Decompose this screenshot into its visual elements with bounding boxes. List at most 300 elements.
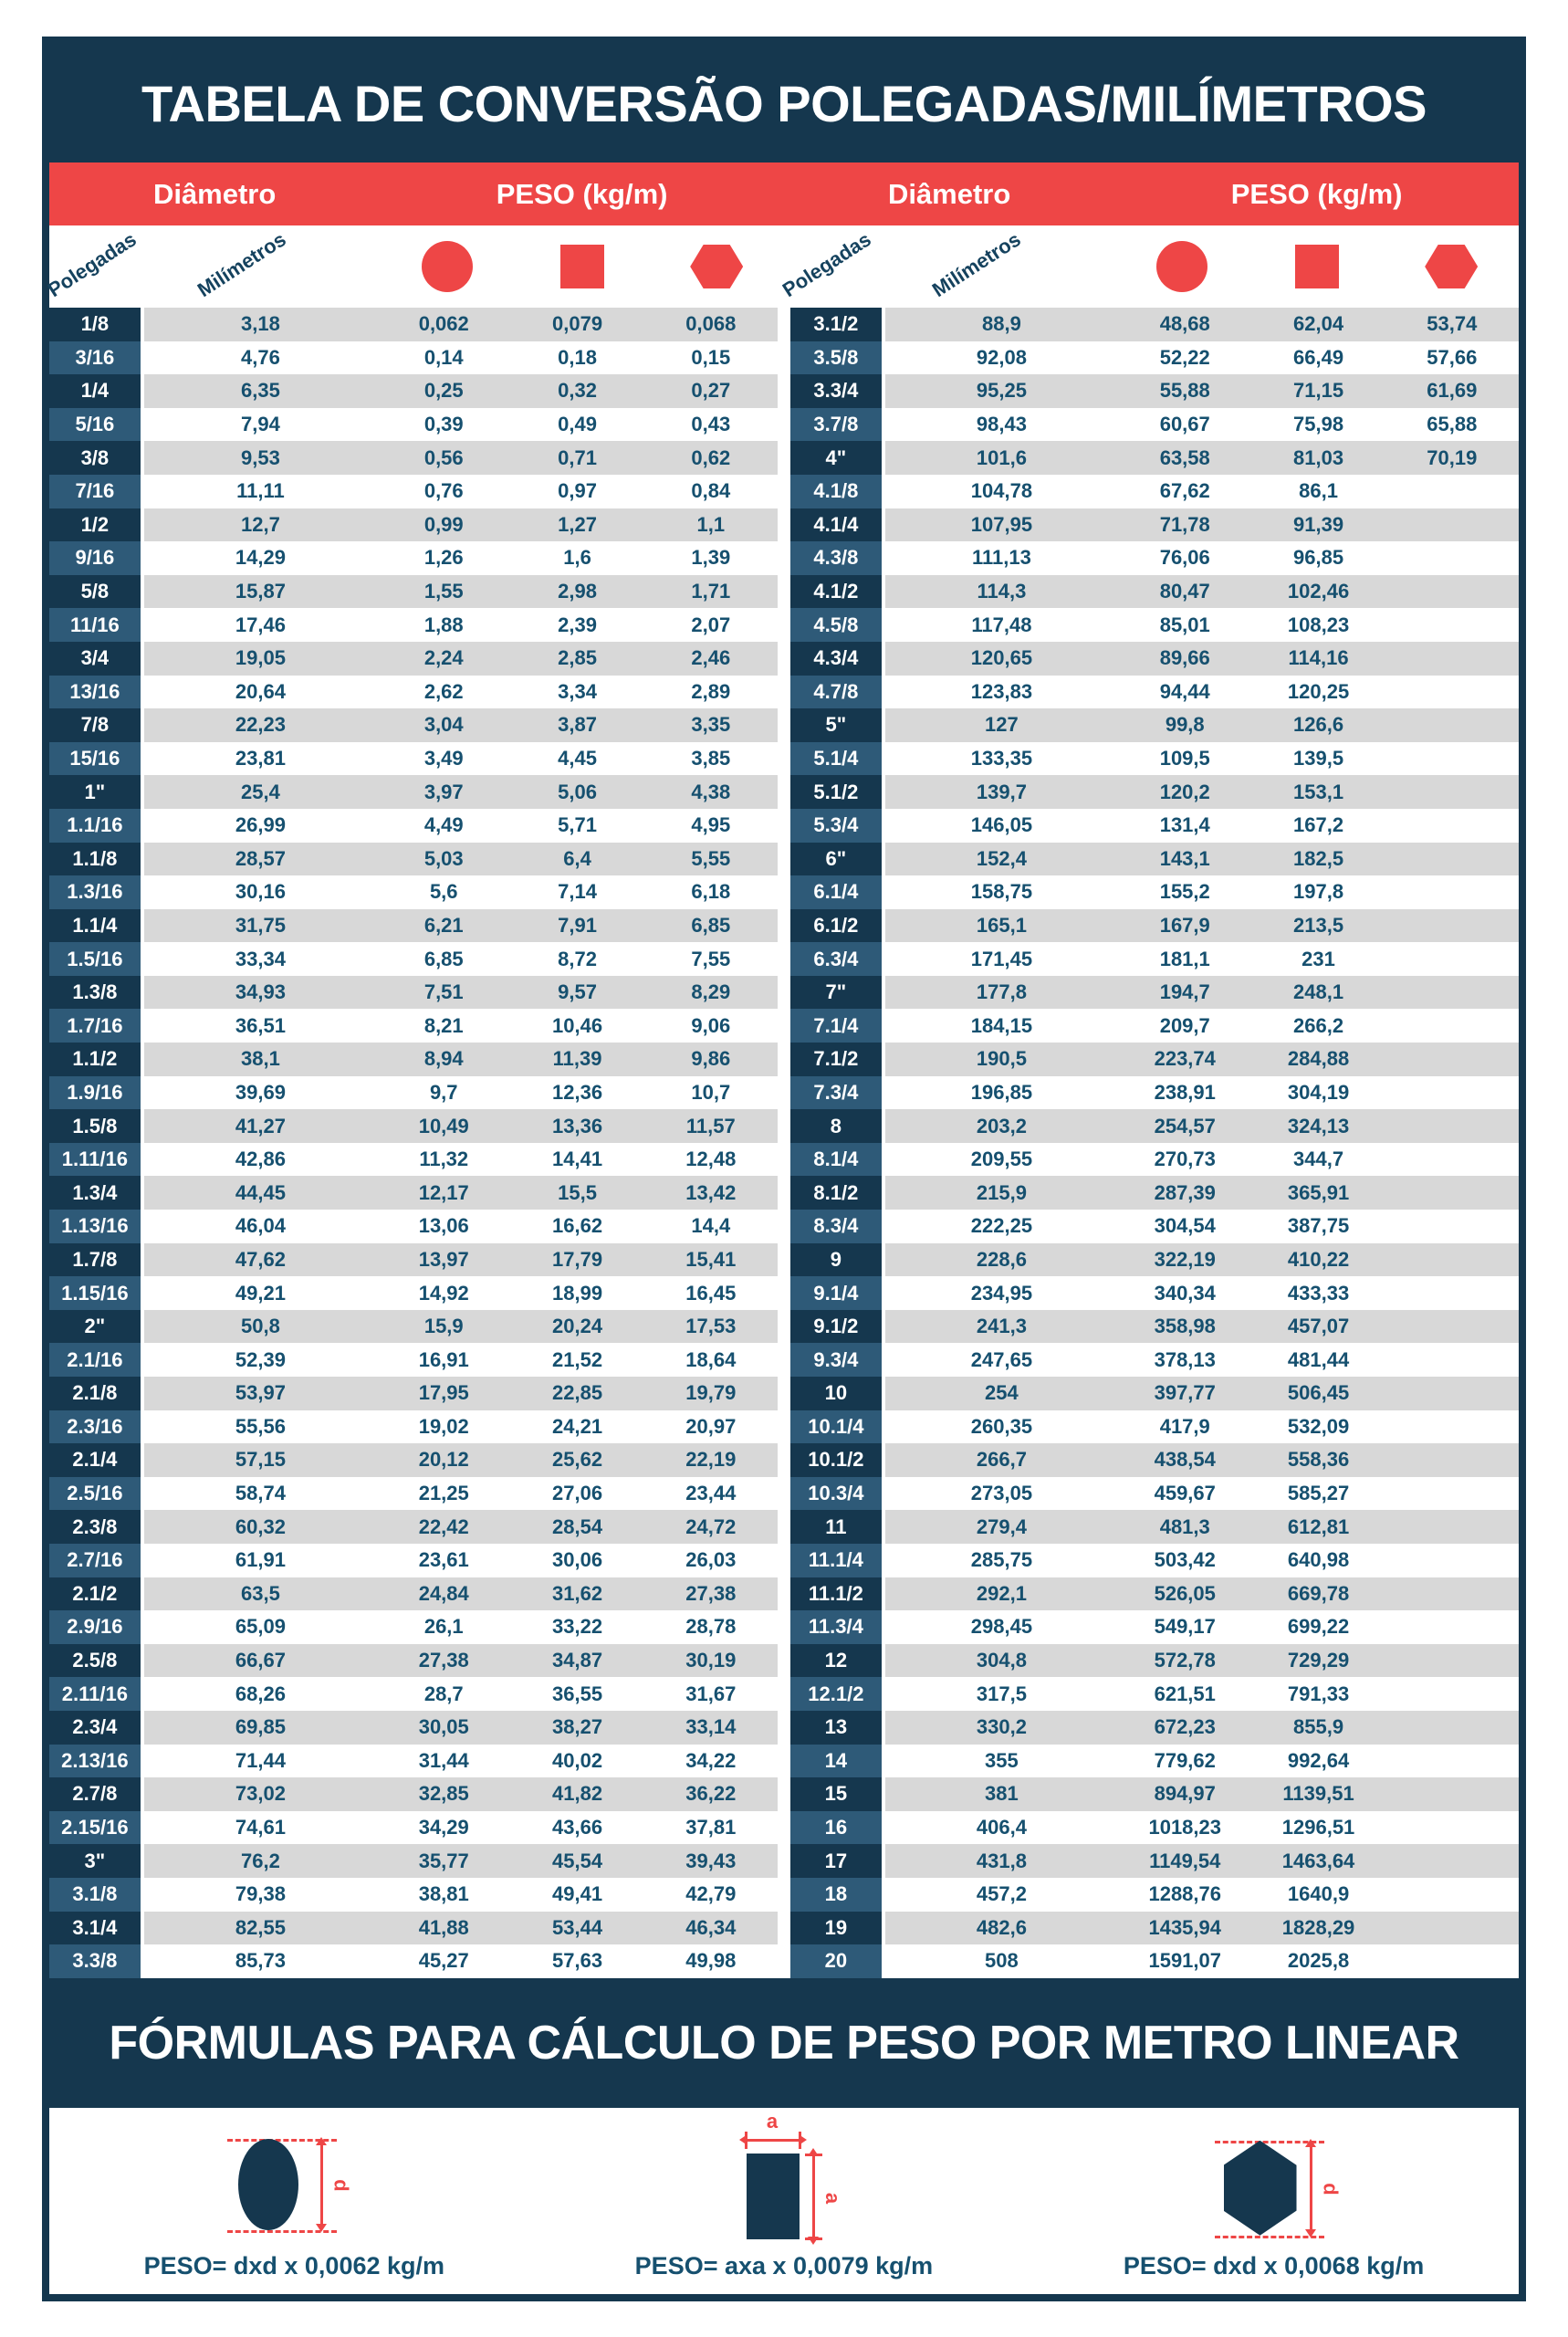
millimeters-cell: 85,73 [144, 1944, 377, 1978]
square-weight-cell: 3,87 [510, 708, 643, 742]
inches-cell: 2.7/8 [49, 1777, 144, 1811]
hexagon-weight-cell [1385, 1243, 1519, 1277]
square-weight-cell: 6,4 [510, 843, 643, 876]
round-weight-cell: 26,1 [377, 1610, 510, 1644]
table-row [49, 1745, 778, 1778]
table-row [49, 708, 778, 742]
inches-cell: 8 [790, 1109, 885, 1143]
square-weight-cell: 729,29 [1251, 1644, 1385, 1678]
hexagon-weight-cell [1385, 1745, 1519, 1778]
inches-cell: 1.1/4 [49, 909, 144, 943]
square-weight-cell: 2,39 [510, 608, 643, 642]
square-weight-cell: 81,03 [1251, 441, 1385, 475]
square-weight-cell: 21,52 [510, 1343, 643, 1377]
formula-round-bar [49, 2108, 539, 2294]
table-row [790, 1176, 1519, 1210]
millimeters-cell: 247,65 [885, 1343, 1118, 1377]
table-row [790, 1544, 1519, 1577]
square-weight-cell: 49,41 [510, 1878, 643, 1912]
hexagon-weight-cell: 20,97 [644, 1410, 778, 1444]
hexagon-weight-cell [1385, 1610, 1519, 1644]
round-weight-cell: 94,44 [1118, 676, 1251, 709]
hexagon-weight-cell [1385, 1043, 1519, 1076]
inches-cell: 1/2 [49, 508, 144, 542]
square-weight-cell: 75,98 [1251, 408, 1385, 442]
millimeters-cell: 215,9 [885, 1176, 1118, 1210]
table-row [49, 1109, 778, 1143]
millimeters-cell: 52,39 [144, 1343, 377, 1377]
round-weight-cell: 1149,54 [1118, 1844, 1251, 1878]
round-weight-cell: 0,14 [377, 341, 510, 375]
square-weight-cell: 1640,9 [1251, 1878, 1385, 1912]
hexagon-weight-cell [1385, 575, 1519, 609]
round-weight-cell: 0,25 [377, 374, 510, 408]
weight-header-left: PESO (kg/m) [496, 177, 668, 210]
round-weight-cell: 6,85 [377, 942, 510, 976]
title-band [49, 44, 1519, 162]
hexagon-weight-cell: 4,95 [644, 809, 778, 843]
hexagon-weight-cell: 0,43 [644, 408, 778, 442]
table-row [790, 1310, 1519, 1344]
round-weight-cell: 1591,07 [1118, 1944, 1251, 1978]
table-row [790, 1844, 1519, 1878]
hexagon-weight-cell: 53,74 [1385, 308, 1519, 341]
hexagon-weight-cell: 42,79 [644, 1878, 778, 1912]
millimeters-cell: 9,53 [144, 441, 377, 475]
table-row [49, 1243, 778, 1277]
inches-cell: 3/4 [49, 642, 144, 676]
millimeters-cell: 139,7 [885, 775, 1118, 809]
square-weight-cell: 16,62 [510, 1210, 643, 1243]
inches-cell: 3.5/8 [790, 341, 885, 375]
round-bar-icon [422, 241, 473, 292]
table-row [49, 1844, 778, 1878]
hexagon-weight-cell: 1,39 [644, 541, 778, 575]
inches-cell: 2.1/16 [49, 1343, 144, 1377]
table-row [790, 1912, 1519, 1945]
table-row [790, 1410, 1519, 1444]
inches-cell: 3.1/4 [49, 1912, 144, 1945]
hexagon-weight-cell: 33,14 [644, 1711, 778, 1745]
inches-cell: 9.1/2 [790, 1310, 885, 1344]
round-weight-cell: 0,39 [377, 408, 510, 442]
diameter-arrow [320, 2144, 323, 2225]
millimeters-cell: 304,8 [885, 1644, 1118, 1678]
inches-cell: 2.15/16 [49, 1811, 144, 1845]
inches-column-label: Polegadas [778, 227, 875, 302]
millimeters-cell: 196,85 [885, 1076, 1118, 1110]
inches-cell: 3/16 [49, 341, 144, 375]
inches-cell: 1.3/4 [49, 1176, 144, 1210]
hexagon-weight-cell: 57,66 [1385, 341, 1519, 375]
table-row [49, 1610, 778, 1644]
hexagon-weight-cell: 1,71 [644, 575, 778, 609]
millimeters-cell: 25,4 [144, 775, 377, 809]
inches-cell: 4.7/8 [790, 676, 885, 709]
millimeters-cell: 69,85 [144, 1711, 377, 1745]
square-weight-cell: 1,6 [510, 541, 643, 575]
table-row [790, 1477, 1519, 1511]
inches-cell: 5.3/4 [790, 809, 885, 843]
inches-cell: 1.7/8 [49, 1243, 144, 1277]
round-weight-cell: 71,78 [1118, 508, 1251, 542]
table-row [790, 1777, 1519, 1811]
inches-cell: 6" [790, 843, 885, 876]
inches-cell: 7/16 [49, 475, 144, 508]
square-weight-cell: 40,02 [510, 1745, 643, 1778]
square-weight-cell: 34,87 [510, 1644, 643, 1678]
square-weight-cell: 481,44 [1251, 1343, 1385, 1377]
millimeters-cell: 171,45 [885, 942, 1118, 976]
hexagon-weight-cell [1385, 1109, 1519, 1143]
hexagon-weight-cell: 18,64 [644, 1343, 778, 1377]
round-weight-cell: 3,49 [377, 742, 510, 776]
square-weight-cell: 126,6 [1251, 708, 1385, 742]
table-row [790, 909, 1519, 943]
millimeters-cell: 60,32 [144, 1510, 377, 1544]
square-weight-cell: 182,5 [1251, 843, 1385, 876]
millimeters-cell: 107,95 [885, 508, 1118, 542]
hexagon-weight-cell [1385, 1443, 1519, 1477]
round-weight-cell: 9,7 [377, 1076, 510, 1110]
hexagon-weight-cell: 34,22 [644, 1745, 778, 1778]
millimeters-cell: 55,56 [144, 1410, 377, 1444]
square-weight-cell: 8,72 [510, 942, 643, 976]
hexagon-weight-cell [1385, 1176, 1519, 1210]
inches-cell: 1/4 [49, 374, 144, 408]
round-weight-cell: 526,05 [1118, 1577, 1251, 1611]
hexagon-weight-cell [1385, 1912, 1519, 1945]
millimeters-cell: 298,45 [885, 1610, 1118, 1644]
square-weight-cell: 53,44 [510, 1912, 643, 1945]
inches-cell: 15/16 [49, 742, 144, 776]
inches-cell: 2.7/16 [49, 1544, 144, 1577]
millimeters-cell: 74,61 [144, 1811, 377, 1845]
round-weight-cell: 21,25 [377, 1477, 510, 1511]
square-weight-cell: 86,1 [1251, 475, 1385, 508]
millimeters-cell: 457,2 [885, 1878, 1118, 1912]
round-weight-cell: 11,32 [377, 1143, 510, 1177]
hexagon-weight-cell [1385, 1477, 1519, 1511]
millimeters-column-label: Milímetros [193, 227, 290, 302]
table-row [49, 1377, 778, 1410]
millimeters-cell: 53,97 [144, 1377, 377, 1410]
square-shape-icon [747, 2154, 800, 2239]
square-weight-cell: 62,04 [1251, 308, 1385, 341]
table-row [49, 1210, 778, 1243]
square-bar-icon [560, 245, 604, 288]
diameter-dim-label: d [330, 2178, 354, 2192]
millimeters-cell: 98,43 [885, 408, 1118, 442]
inches-cell: 8.3/4 [790, 1210, 885, 1243]
hexagon-bar-formula: PESO= dxd x 0,0068 kg/m [1123, 2251, 1425, 2279]
inches-cell: 2.3/16 [49, 1410, 144, 1444]
millimeters-cell: 31,75 [144, 909, 377, 943]
hexagon-weight-cell: 24,72 [644, 1510, 778, 1544]
round-weight-cell: 238,91 [1118, 1076, 1251, 1110]
round-weight-cell: 1288,76 [1118, 1878, 1251, 1912]
millimeters-cell: 209,55 [885, 1143, 1118, 1177]
table-row [790, 1878, 1519, 1912]
millimeters-cell: 508 [885, 1944, 1118, 1978]
round-weight-cell: 340,34 [1118, 1276, 1251, 1310]
millimeters-cell: 6,35 [144, 374, 377, 408]
millimeters-cell: 49,21 [144, 1276, 377, 1310]
header-right-half [784, 162, 1519, 225]
hexagon-weight-cell: 30,19 [644, 1644, 778, 1678]
millimeters-cell: 20,64 [144, 676, 377, 709]
hexagon-weight-cell: 9,86 [644, 1043, 778, 1076]
hexagon-weight-cell [1385, 1711, 1519, 1745]
millimeters-cell: 120,65 [885, 642, 1118, 676]
hexagon-weight-cell [1385, 1310, 1519, 1344]
millimeters-cell: 68,26 [144, 1677, 377, 1711]
round-weight-cell: 76,06 [1118, 541, 1251, 575]
table-row [49, 976, 778, 1010]
table-row [790, 475, 1519, 508]
table-row [49, 1544, 778, 1577]
side-dim-label-top: a [766, 2109, 779, 2133]
round-weight-cell: 672,23 [1118, 1711, 1251, 1745]
inches-cell: 7/8 [49, 708, 144, 742]
inches-cell: 3/8 [49, 441, 144, 475]
inches-cell: 2.1/2 [49, 1577, 144, 1611]
inches-cell: 2.3/8 [49, 1510, 144, 1544]
diameter-header-right: Diâmetro [887, 177, 1011, 210]
inches-column-label: Polegadas [43, 227, 141, 302]
table-row [49, 1410, 778, 1444]
inches-cell: 5" [790, 708, 885, 742]
square-weight-cell: 45,54 [510, 1844, 643, 1878]
millimeters-cell: 38,1 [144, 1043, 377, 1076]
millimeters-cell: 279,4 [885, 1510, 1118, 1544]
table-row [790, 1276, 1519, 1310]
inches-cell: 17 [790, 1844, 885, 1878]
round-weight-cell: 131,4 [1118, 809, 1251, 843]
inches-cell: 1.9/16 [49, 1076, 144, 1110]
dimension-tick [799, 2132, 801, 2149]
round-weight-cell: 99,8 [1118, 708, 1251, 742]
square-weight-cell: 15,5 [510, 1176, 643, 1210]
round-weight-cell: 481,3 [1118, 1510, 1251, 1544]
square-weight-cell: 387,75 [1251, 1210, 1385, 1243]
table-row [790, 1677, 1519, 1711]
dimension-tick [745, 2132, 747, 2149]
round-weight-cell: 1,26 [377, 541, 510, 575]
round-weight-cell: 14,92 [377, 1276, 510, 1310]
formulas-section [49, 2108, 1519, 2294]
table-row [49, 809, 778, 843]
side-dim-label-right: a [821, 2192, 845, 2204]
round-weight-cell: 89,66 [1118, 642, 1251, 676]
millimeters-cell: 101,6 [885, 441, 1118, 475]
square-weight-cell: 992,64 [1251, 1745, 1385, 1778]
inches-cell: 12.1/2 [790, 1677, 885, 1711]
hexagon-weight-cell: 19,79 [644, 1377, 778, 1410]
hexagon-weight-cell [1385, 976, 1519, 1010]
square-weight-cell: 36,55 [510, 1677, 643, 1711]
square-weight-cell: 10,46 [510, 1009, 643, 1043]
round-weight-cell: 80,47 [1118, 575, 1251, 609]
round-weight-cell: 10,49 [377, 1109, 510, 1143]
hexagon-weight-cell: 70,19 [1385, 441, 1519, 475]
round-weight-cell: 3,97 [377, 775, 510, 809]
round-weight-cell: 3,04 [377, 708, 510, 742]
table-row [49, 676, 778, 709]
round-weight-cell: 0,062 [377, 308, 510, 341]
round-bar-icon [1156, 241, 1207, 292]
table-row [49, 1577, 778, 1611]
table-row [790, 1377, 1519, 1410]
square-weight-cell: 213,5 [1251, 909, 1385, 943]
hexagon-weight-cell: 4,38 [644, 775, 778, 809]
table-row [49, 1143, 778, 1177]
inches-cell: 2.9/16 [49, 1610, 144, 1644]
millimeters-cell: 34,93 [144, 976, 377, 1010]
inches-cell: 7.3/4 [790, 1076, 885, 1110]
square-weight-cell: 9,57 [510, 976, 643, 1010]
square-weight-cell: 102,46 [1251, 575, 1385, 609]
millimeters-cell: 222,25 [885, 1210, 1118, 1243]
square-weight-cell: 2,85 [510, 642, 643, 676]
inches-cell: 9/16 [49, 541, 144, 575]
dimension-tick [805, 2237, 822, 2240]
table-row [790, 1109, 1519, 1143]
table-row [49, 642, 778, 676]
table-row [49, 1878, 778, 1912]
inches-cell: 4.5/8 [790, 608, 885, 642]
inches-cell: 6.1/2 [790, 909, 885, 943]
table-row [790, 1210, 1519, 1243]
square-weight-cell: 18,99 [510, 1276, 643, 1310]
column-header-row [43, 225, 1519, 308]
round-weight-cell: 27,38 [377, 1644, 510, 1678]
hexagon-weight-cell: 46,34 [644, 1912, 778, 1945]
inches-cell: 6.1/4 [790, 875, 885, 909]
square-weight-cell: 344,7 [1251, 1143, 1385, 1177]
table-row [49, 909, 778, 943]
millimeters-cell: 65,09 [144, 1610, 377, 1644]
hexagon-weight-cell [1385, 742, 1519, 776]
inches-cell: 5.1/4 [790, 742, 885, 776]
hexagon-weight-cell: 17,53 [644, 1310, 778, 1344]
table-row [49, 875, 778, 909]
hexagon-weight-cell: 61,69 [1385, 374, 1519, 408]
millimeters-cell: 82,55 [144, 1912, 377, 1945]
inches-cell: 2.3/4 [49, 1711, 144, 1745]
hexagon-weight-cell [1385, 1377, 1519, 1410]
hexagon-weight-cell [1385, 1811, 1519, 1845]
inches-cell: 3" [49, 1844, 144, 1878]
inches-cell: 4" [790, 441, 885, 475]
hexagon-weight-cell: 11,57 [644, 1109, 778, 1143]
millimeters-cell: 36,51 [144, 1009, 377, 1043]
round-weight-cell: 167,9 [1118, 909, 1251, 943]
square-weight-cell: 3,34 [510, 676, 643, 709]
table-row [49, 441, 778, 475]
round-weight-cell: 209,7 [1118, 1009, 1251, 1043]
round-weight-cell: 48,68 [1118, 308, 1251, 341]
round-weight-cell: 254,57 [1118, 1109, 1251, 1143]
millimeters-cell: 431,8 [885, 1844, 1118, 1878]
inches-cell: 16 [790, 1811, 885, 1845]
table-row [790, 1610, 1519, 1644]
millimeters-cell: 127 [885, 708, 1118, 742]
table-row [790, 1510, 1519, 1544]
side-arrow-right [812, 2155, 815, 2237]
millimeters-cell: 317,5 [885, 1677, 1118, 1711]
round-weight-cell: 63,58 [1118, 441, 1251, 475]
millimeters-cell: 46,04 [144, 1210, 377, 1243]
round-weight-cell: 1435,94 [1118, 1912, 1251, 1945]
hexagon-weight-cell: 16,45 [644, 1276, 778, 1310]
inches-cell: 3.3/8 [49, 1944, 144, 1978]
round-weight-cell: 35,77 [377, 1844, 510, 1878]
millimeters-cell: 123,83 [885, 676, 1118, 709]
square-weight-cell: 2,98 [510, 575, 643, 609]
inches-cell: 1.3/8 [49, 976, 144, 1010]
round-weight-cell: 120,2 [1118, 775, 1251, 809]
round-weight-cell: 13,97 [377, 1243, 510, 1277]
square-weight-cell: 669,78 [1251, 1577, 1385, 1611]
hexagon-weight-cell [1385, 1777, 1519, 1811]
table-row [49, 1912, 778, 1945]
millimeters-cell: 482,6 [885, 1912, 1118, 1945]
formula-hexagon-bar [1029, 2108, 1519, 2294]
round-weight-cell: 438,54 [1118, 1443, 1251, 1477]
square-weight-cell: 25,62 [510, 1443, 643, 1477]
millimeters-cell: 41,27 [144, 1109, 377, 1143]
millimeters-cell: 285,75 [885, 1544, 1118, 1577]
table-row [49, 541, 778, 575]
inches-cell: 1.13/16 [49, 1210, 144, 1243]
millimeters-cell: 292,1 [885, 1577, 1118, 1611]
table-row [790, 676, 1519, 709]
hexagon-weight-cell [1385, 708, 1519, 742]
inches-cell: 9 [790, 1243, 885, 1277]
table-row [790, 1443, 1519, 1477]
inches-cell: 2.11/16 [49, 1677, 144, 1711]
hexagon-weight-cell [1385, 1009, 1519, 1043]
table-row [49, 843, 778, 876]
hexagon-weight-cell [1385, 1844, 1519, 1878]
millimeters-cell: 165,1 [885, 909, 1118, 943]
square-weight-cell: 612,81 [1251, 1510, 1385, 1544]
inches-cell: 1.3/16 [49, 875, 144, 909]
inches-cell: 1.5/16 [49, 942, 144, 976]
round-weight-cell: 38,81 [377, 1878, 510, 1912]
table-row [790, 541, 1519, 575]
inches-cell: 4.1/8 [790, 475, 885, 508]
circle-shape-icon [238, 2139, 298, 2230]
page-title: TABELA DE CONVERSÃO POLEGADAS/MILÍMETROS [141, 74, 1427, 132]
inches-cell: 11.1/2 [790, 1577, 885, 1611]
round-weight-cell: 181,1 [1118, 942, 1251, 976]
table-row [49, 374, 778, 408]
hexagon-weight-cell [1385, 1944, 1519, 1978]
square-weight-cell: 1139,51 [1251, 1777, 1385, 1811]
table-row [49, 1944, 778, 1978]
hexagon-weight-cell: 5,55 [644, 843, 778, 876]
square-weight-cell: 266,2 [1251, 1009, 1385, 1043]
square-weight-cell: 120,25 [1251, 676, 1385, 709]
square-weight-cell: 41,82 [510, 1777, 643, 1811]
millimeters-cell: 17,46 [144, 608, 377, 642]
round-weight-cell: 17,95 [377, 1377, 510, 1410]
square-weight-cell: 433,33 [1251, 1276, 1385, 1310]
millimeters-cell: 355 [885, 1745, 1118, 1778]
inches-cell: 8.1/2 [790, 1176, 885, 1210]
